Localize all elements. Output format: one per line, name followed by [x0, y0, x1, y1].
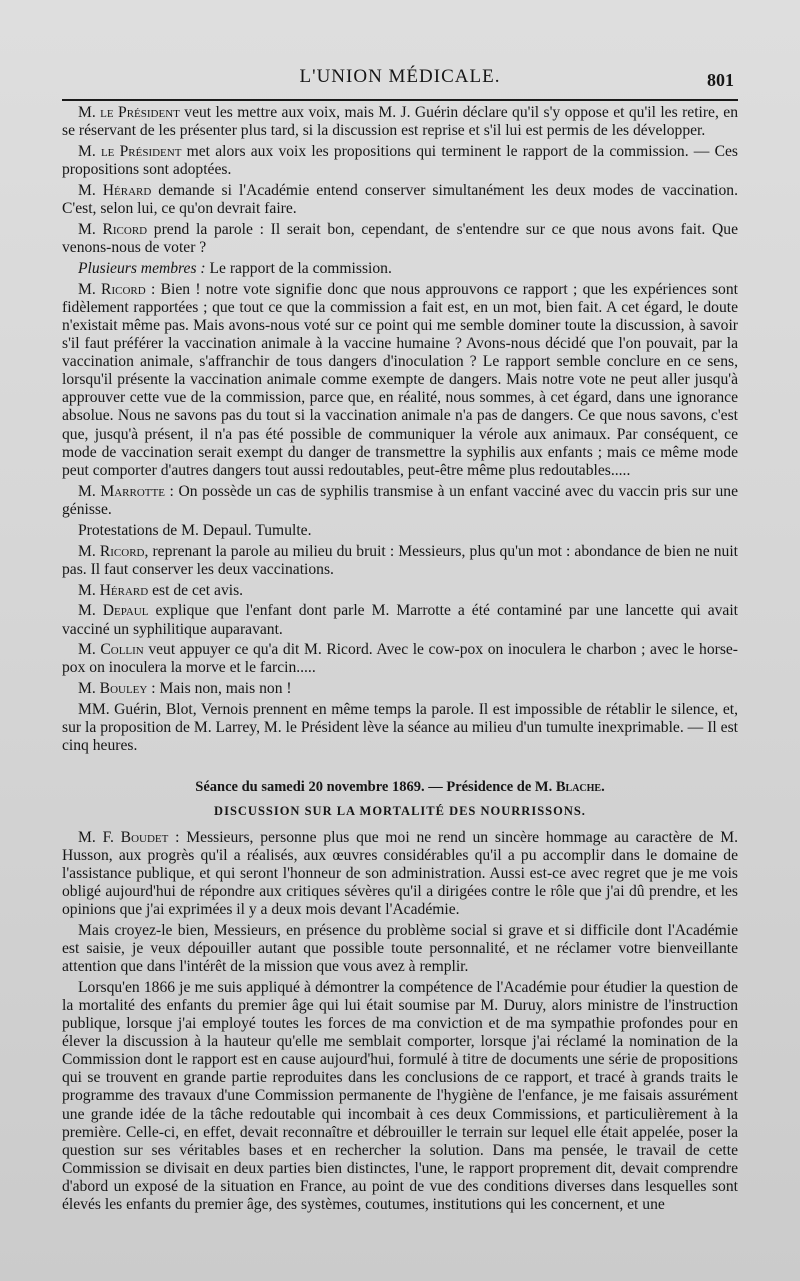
- session-president: Blache: [555, 779, 602, 796]
- paragraph: [62, 701, 738, 755]
- paragraph-text: prend la parole : Il serait bon, cependant, de s'entendre sur ce que nous avons fait. Que venons-nous de voter ?: [62, 220, 738, 257]
- paragraph: [62, 281, 738, 480]
- speaker-name: Plusieurs membres :: [78, 259, 206, 277]
- session-title: [62, 778, 738, 796]
- speaker-name: M. le Président: [78, 142, 182, 160]
- paragraph-text: est de cet avis.: [148, 581, 244, 599]
- speaker-name: M. Marrotte :: [78, 482, 174, 500]
- paragraph-text: explique que l'enfant dont parle M. Marrotte a été contaminé par une lancette qui avait vacciné un syphilitique auparavant.: [62, 602, 738, 638]
- paragraph: [62, 260, 738, 278]
- paragraph-text: Le rapport de la commission.: [205, 259, 392, 277]
- paragraph: [62, 483, 738, 519]
- paragraph-text: veut les mettre aux voix, mais M. J. Guérin déclare qu'il s'y oppose et qu'il les retire, en se réservant de les présenter plus tard, si la discussion est reprise et s'il lui est permis de les développer.: [62, 104, 739, 140]
- paragraph: [62, 143, 738, 179]
- section-spacer: [62, 758, 738, 778]
- paragraph: [62, 582, 738, 600]
- speaker-name: M. Ricord: [78, 220, 148, 238]
- speaker-name: M. Depaul: [78, 602, 149, 620]
- paragraph-text: Mais non, mais non !: [155, 680, 292, 698]
- paragraph-text: met alors aux voix les propositions qui terminent le rapport de la commission. — Ces propositions sont adoptées.: [62, 142, 738, 179]
- speaker-name: M. Hérard: [78, 181, 152, 199]
- paragraph: [62, 641, 738, 677]
- body-text: [62, 104, 738, 1217]
- speaker-name: M. Ricord,: [78, 542, 149, 560]
- speaker-name: M. Hérard: [78, 581, 149, 599]
- paragraph-text: MM. Guérin, Blot, Vernois prennent en même temps la parole. Il est impossible de rétablir le silence, et, sur la proposition de M. Larrey, M. le Président lève la séance au milieu d'un tumulte inexprimable. — Il est cinq heures.: [62, 701, 738, 755]
- speaker-name: M. Collin: [78, 641, 144, 659]
- paragraph: [62, 221, 738, 257]
- debate-section: [62, 104, 738, 756]
- speaker-name: M. F. Boudet :: [78, 828, 180, 846]
- paragraph: [62, 104, 738, 140]
- paragraph-text: reprenant la parole au milieu du bruit : Messieurs, plus qu'un mot : abondance de bien ne nuit pas. Il faut conserver les deux vaccinations.: [62, 542, 738, 578]
- paragraph: [62, 543, 738, 579]
- discussion-section: [62, 829, 738, 1215]
- paragraph-text: demande si l'Académie entend conserver simultanément les deux modes de vaccination. C'est, selon lui, ce qu'on devrait faire.: [62, 181, 738, 218]
- speaker-name: M. le Président: [78, 104, 180, 121]
- paragraph-text: Lorsqu'en 1866 je me suis appliqué à démontrer la compétence de l'Académie pour étudier la question de la mortalité des enfants du premier âge qui lui était soumise par M. Duruy, alors ministre de l'instruction publique, lorsque j'ai employé toutes les forces de ma conviction et de ma sympathie profondes pour en élever la discussion à la hauteur qu'elle me semblait comporter, lorsque j'ai réclamé la nomination de la Commission dont le rapport est en cause aujourd'hui, formulé à titre de documents une série de propositions qui se trouvent en grande partie reproduites dans les conclusions de ce rapport, et tracé à grands traits le programme des travaux d'une Commission permanente de l'hygiène de l'enfance, je me faisais assurément une grande idée de la tâche redoutable qui incombait à ces deux Commissions, et particulièrement à la première. Celle-ci, en effet, devait reconnaître et débrouiller le terrain sur lequel elle était appelée, poser la question sur ses véritables bases et en rechercher la solution. Dans ma pensée, le travail de cette Commission se divisait en deux parties bien distinctes, l'une, le rapport proprement dit, devait comprendre d'abord un exposé de la situation en France, au point de vue des conditions diverses dans lesquelles sont élevés les enfants du premier âge, des systèmes, coutumes, institutions qui les concernent, et une: [62, 978, 738, 1213]
- paragraph-text: Messieurs, personne plus que moi ne rend un sincère hommage au caractère de M. Husson, aux progrès qu'il a réalisés, aux œuvres considérables qu'il a pu accomplir dans le domaine de l'assistance publique, et qui seront l'honneur de son administration. Aussi est-ce avec regret que je me vois obligé aujourd'hui de répondre aux critiques sévères qu'il a dirigées contre le rôle que j'ai dû prendre, et les opinions que j'ai exprimées il y a deux mois devant l'Académie.: [62, 828, 738, 918]
- paragraph: [62, 182, 738, 218]
- speaker-name: M. Bouley :: [78, 680, 156, 698]
- paragraph: [62, 922, 738, 976]
- page-header: [62, 64, 738, 94]
- paragraph: [62, 979, 738, 1214]
- speaker-name: M. Ricord :: [78, 280, 156, 298]
- session-subheading: DISCUSSION SUR LA MORTALITÉ DES NOURRISSONS.: [214, 804, 586, 819]
- page-number: 801: [707, 70, 734, 90]
- session-title-prefix: Séance du samedi 20 novembre 1869. — Présidence de M.: [195, 779, 556, 796]
- paragraph: [62, 829, 738, 919]
- paragraph: [62, 522, 738, 540]
- running-title: L'UNION MÉDICALE.: [299, 66, 501, 87]
- paragraph-text: veut appuyer ce qu'a dit M. Ricord. Avec le cow-pox on inoculera le charbon ; avec le horse-pox on inoculera la morve et le farcin.....: [62, 641, 738, 677]
- header-rule: [62, 99, 738, 101]
- paragraph-text: Protestations de M. Depaul. Tumulte.: [78, 521, 312, 539]
- session-title-suffix: .: [601, 779, 605, 796]
- paragraph-text: Mais croyez-le bien, Messieurs, en présence du problème social si grave et si difficile dont l'Académie est saisie, je veux dépouiller autant que possible toute personnalité, et ne réclamer votre bienveillante attention que dans l'intérêt de la mission que vous avez à remplir.: [62, 921, 738, 975]
- paragraph: [62, 602, 738, 638]
- paragraph: [62, 680, 738, 698]
- paragraph-text: Bien ! notre vote signifie donc que nous approuvons ce rapport ; que les expériences sont fidèlement rapportées ; que tout ce que la commission a fait est, en un mot, bien fait. A cet égard, le doute n'existait même pas. Mais avons-nous voté sur ce point qui me semble dominer toute la discussion, à savoir s'il faut préférer la vaccination animale à la vaccine humaine ? Avons-nous décidé que l'on pouvait, par la vaccination animale, s'affranchir de tous dangers d'inoculation ? Le rapport semble conclure en ce sens, lorsqu'il présente la vaccination animale comme exempte de dangers. Mais notre vote ne peut aller jusqu'à approuver cette vue de la commission, parce que, en réalité, nous sommes, à cet égard, dans une ignorance absolue. Nous ne savons pas du tout si la vaccination animale n'a pas de dangers. Ce que nous savons, c'est que, jusqu'à présent, il n'a pas été possible de communiquer la vérole aux animaux. Par conséquent, ce mode de vaccination serait exempt du danger de transmettre la syphilis aux enfants ; mais ce même mode peut comporter d'autres dangers tout aussi redoutables, peut-être même plus redoutables.....: [62, 280, 738, 479]
- paragraph-text: On possède un cas de syphilis transmise à un enfant vacciné avec du vaccin pris sur une génisse.: [62, 482, 738, 518]
